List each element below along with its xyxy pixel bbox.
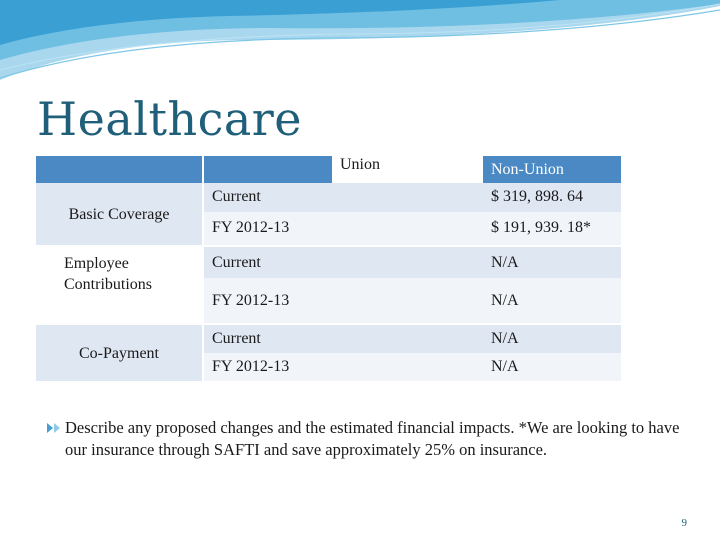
non-union-cell: N/A <box>483 353 621 381</box>
category-employee-contributions: Employee Contributions <box>36 247 204 325</box>
table-row <box>36 183 621 212</box>
union-cell <box>332 353 483 381</box>
table-row <box>36 325 621 353</box>
period-cell: Current <box>204 247 332 278</box>
period-cell: FY 2012-13 <box>204 212 332 247</box>
header-non-union: Non-Union <box>483 156 621 183</box>
header-wave-decoration <box>0 0 720 90</box>
non-union-cell: N/A <box>483 278 621 325</box>
period-cell: FY 2012-13 <box>204 353 332 381</box>
header-union: Union <box>332 156 483 183</box>
header-cell-blank-2 <box>204 156 332 183</box>
bullet-arrow-icon <box>46 421 62 435</box>
page-number: 9 <box>681 517 687 529</box>
table-header-row <box>36 156 621 183</box>
notes-bullet <box>46 417 686 461</box>
union-cell <box>332 183 483 212</box>
category-basic-coverage: Basic Coverage <box>36 183 204 247</box>
header-cell-blank-1 <box>36 156 204 183</box>
union-cell <box>332 212 483 247</box>
non-union-cell: $ 191, 939. 18* <box>483 212 621 247</box>
healthcare-table <box>36 156 621 381</box>
union-cell <box>332 325 483 353</box>
category-co-payment: Co-Payment <box>36 325 204 381</box>
period-cell: FY 2012-13 <box>204 278 332 325</box>
union-cell <box>332 247 483 278</box>
non-union-cell: N/A <box>483 325 621 353</box>
non-union-cell: N/A <box>483 247 621 278</box>
notes-text: Describe any proposed changes and the estimated financial impacts. *We are looking to have our insurance through SAFTI and save approximately 25% on insurance. <box>65 418 680 459</box>
period-cell: Current <box>204 325 332 353</box>
period-cell: Current <box>204 183 332 212</box>
union-cell <box>332 278 483 325</box>
non-union-cell: $ 319, 898. 64 <box>483 183 621 212</box>
table-row <box>36 247 621 278</box>
slide-title: Healthcare <box>37 92 302 146</box>
